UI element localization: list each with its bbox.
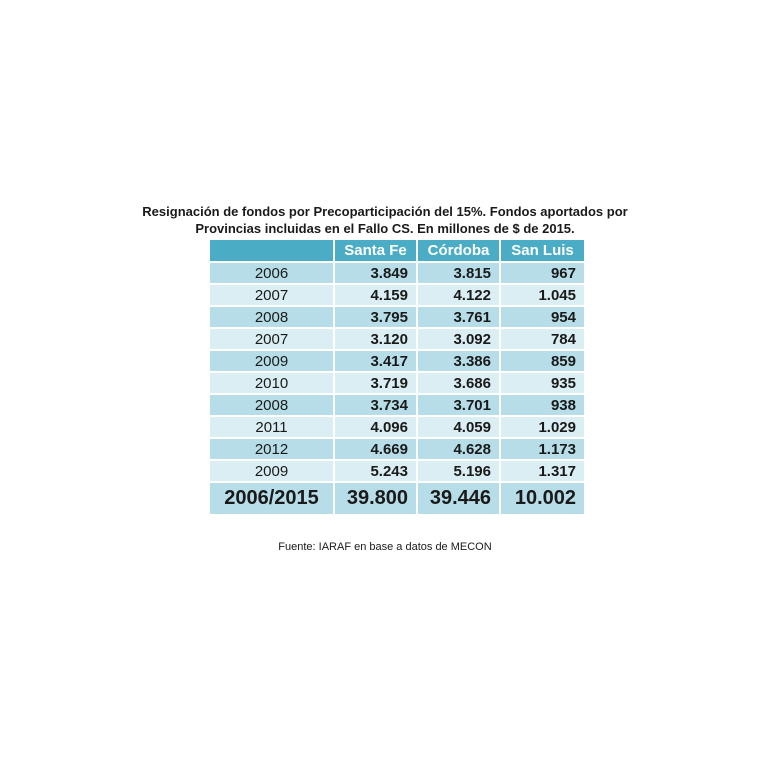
cell-santa-fe: 3.120: [334, 328, 417, 350]
cell-san-luis: 1.045: [500, 284, 584, 306]
table-row: [210, 262, 584, 284]
cell-year: 2009: [210, 460, 334, 482]
table-body: [210, 262, 584, 482]
table-row: [210, 416, 584, 438]
total-label: 2006/2015: [210, 482, 334, 514]
cell-year: 2008: [210, 306, 334, 328]
table-row: [210, 394, 584, 416]
cell-year: 2006: [210, 262, 334, 284]
cell-year: 2011: [210, 416, 334, 438]
cell-san-luis: 935: [500, 372, 584, 394]
cell-santa-fe: 4.669: [334, 438, 417, 460]
cell-year: 2010: [210, 372, 334, 394]
cell-santa-fe: 3.417: [334, 350, 417, 372]
table-row: [210, 328, 584, 350]
table-row: [210, 306, 584, 328]
cell-cordoba: 3.092: [417, 328, 500, 350]
cell-cordoba: 3.761: [417, 306, 500, 328]
cell-santa-fe: 3.795: [334, 306, 417, 328]
cell-santa-fe: 4.096: [334, 416, 417, 438]
cell-san-luis: 1.173: [500, 438, 584, 460]
cell-cordoba: 4.059: [417, 416, 500, 438]
cell-san-luis: 967: [500, 262, 584, 284]
header-row: [210, 240, 584, 262]
table-row: [210, 460, 584, 482]
total-san-luis: 10.002: [500, 482, 584, 514]
cell-year: 2012: [210, 438, 334, 460]
cell-santa-fe: 3.734: [334, 394, 417, 416]
cell-san-luis: 859: [500, 350, 584, 372]
cell-cordoba: 4.122: [417, 284, 500, 306]
cell-year: 2007: [210, 284, 334, 306]
cell-cordoba: 3.386: [417, 350, 500, 372]
cell-santa-fe: 3.719: [334, 372, 417, 394]
cell-cordoba: 5.196: [417, 460, 500, 482]
cell-cordoba: 3.815: [417, 262, 500, 284]
header-corner: [210, 240, 334, 262]
table-row: [210, 372, 584, 394]
data-table: [210, 240, 584, 514]
cell-san-luis: 1.029: [500, 416, 584, 438]
total-santa-fe: 39.800: [334, 482, 417, 514]
column-header-san-luis: San Luis: [500, 240, 584, 262]
cell-santa-fe: 3.849: [334, 262, 417, 284]
column-header-cordoba: Córdoba: [417, 240, 500, 262]
cell-santa-fe: 4.159: [334, 284, 417, 306]
cell-cordoba: 3.701: [417, 394, 500, 416]
cell-san-luis: 1.317: [500, 460, 584, 482]
total-row: [210, 482, 584, 514]
cell-cordoba: 4.628: [417, 438, 500, 460]
column-header-santa-fe: Santa Fe: [334, 240, 417, 262]
cell-year: 2008: [210, 394, 334, 416]
cell-san-luis: 954: [500, 306, 584, 328]
cell-year: 2009: [210, 350, 334, 372]
table-row: [210, 438, 584, 460]
cell-santa-fe: 5.243: [334, 460, 417, 482]
cell-year: 2007: [210, 328, 334, 350]
total-cordoba: 39.446: [417, 482, 500, 514]
chart-title: Resignación de fondos por Precoparticipación del 15%. Fondos aportados por Provincias incluidas en el Fallo CS. En millones de $ de 2015.: [142, 204, 628, 236]
cell-san-luis: 784: [500, 328, 584, 350]
cell-cordoba: 3.686: [417, 372, 500, 394]
table-row: [210, 284, 584, 306]
source-note: Fuente: IARAF en base a datos de MECON: [278, 541, 492, 553]
table-row: [210, 350, 584, 372]
cell-san-luis: 938: [500, 394, 584, 416]
